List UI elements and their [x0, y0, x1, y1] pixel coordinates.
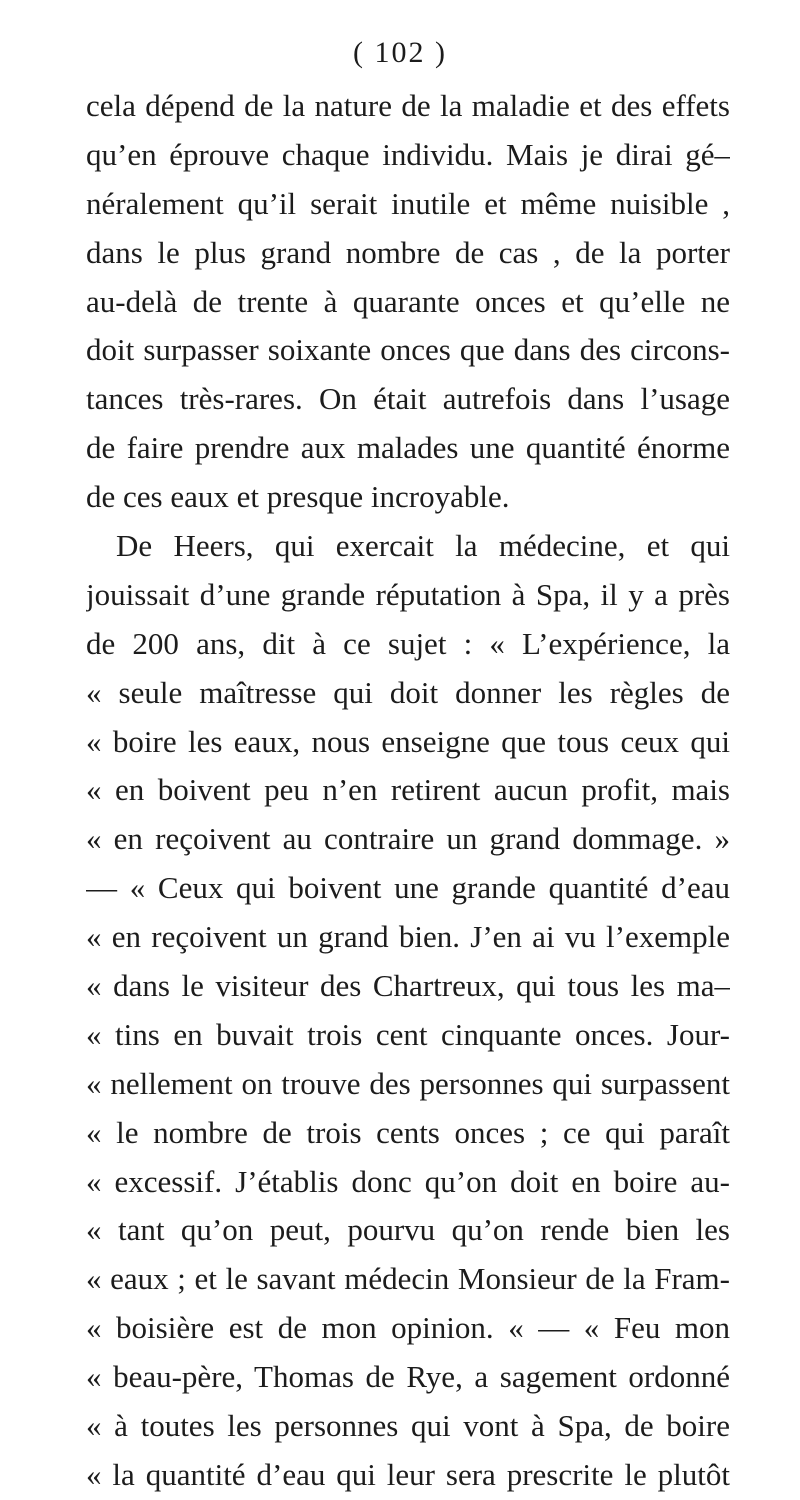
quoted-line: « tant qu’on peut, pourvu qu’on rende bien les — [86, 1212, 730, 1248]
quoted-line: « dans le visiteur des Chartreux, qui tous les ma– — [86, 968, 730, 1004]
quoted-line: « eaux ; et le savant médecin Monsieur de la Fram- — [86, 1261, 730, 1297]
quoted-line: « en reçoivent un grand bien. J’en ai vu l’exemple — [86, 919, 730, 955]
quoted-line: « à toutes les personnes qui vont à Spa, de boire — [86, 1408, 730, 1444]
quoted-line: « la quantité d’eau qui leur sera prescrite le plutôt — [86, 1456, 730, 1492]
text-line: qu’en éprouve chaque individu. Mais je dirai gé– — [86, 136, 730, 172]
text-line: cela dépend de la nature de la maladie et des effets — [86, 88, 730, 123]
quoted-line: — « Ceux qui boivent une grande quantité d’eau — [86, 870, 730, 906]
quoted-line: « tins en buvait trois cent cinquante onces. Jour- — [86, 1016, 730, 1052]
text-line: de faire prendre aux malades une quantité énorme — [86, 430, 730, 466]
text-line: dans le plus grand nombre de cas , de la porter — [86, 234, 730, 270]
quoted-line: « nellement on trouve des personnes qui surpassent — [86, 1065, 730, 1101]
body-text — [86, 82, 730, 1500]
text-line-paragraph-start: De Heers, qui exercait la médecine, et qui — [116, 528, 730, 564]
quoted-line: « en reçoivent au contraire un grand dommage. » — [86, 821, 730, 857]
quoted-line: « excessif. J’établis donc qu’on doit en boire au- — [86, 1163, 730, 1199]
text-line: jouissait d’une grande réputation à Spa, il y a près — [86, 576, 730, 612]
text-line: néralement qu’il serait inutile et même nuisible , — [86, 185, 730, 221]
quoted-line: « en boivent peu n’en retirent aucun profit, mais — [86, 772, 730, 808]
text-line: de 200 ans, dit à ce sujet : « L’expérience, la — [86, 625, 730, 661]
text-line: doit surpasser soixante onces que dans des circons- — [86, 332, 730, 368]
quoted-line: « le nombre de trois cents onces ; ce qui paraît — [86, 1114, 730, 1150]
quoted-line: « boire les eaux, nous enseigne que tous ceux qui — [86, 723, 730, 759]
quoted-line: « boisière est de mon opinion. « — « Feu mon — [86, 1310, 730, 1346]
text-line: au-delà de trente à quarante onces et qu’elle ne — [86, 283, 730, 319]
page-number: ( 102 ) — [353, 36, 447, 69]
text-line-paragraph-end: de ces eaux et presque incroyable. — [86, 479, 510, 515]
text-line: tances très-rares. On était autrefois dans l’usage — [86, 381, 730, 417]
quoted-line: « seule maîtresse qui doit donner les règles de — [86, 674, 730, 710]
quoted-line: « beau-père, Thomas de Rye, a sagement ordonné — [86, 1359, 730, 1395]
